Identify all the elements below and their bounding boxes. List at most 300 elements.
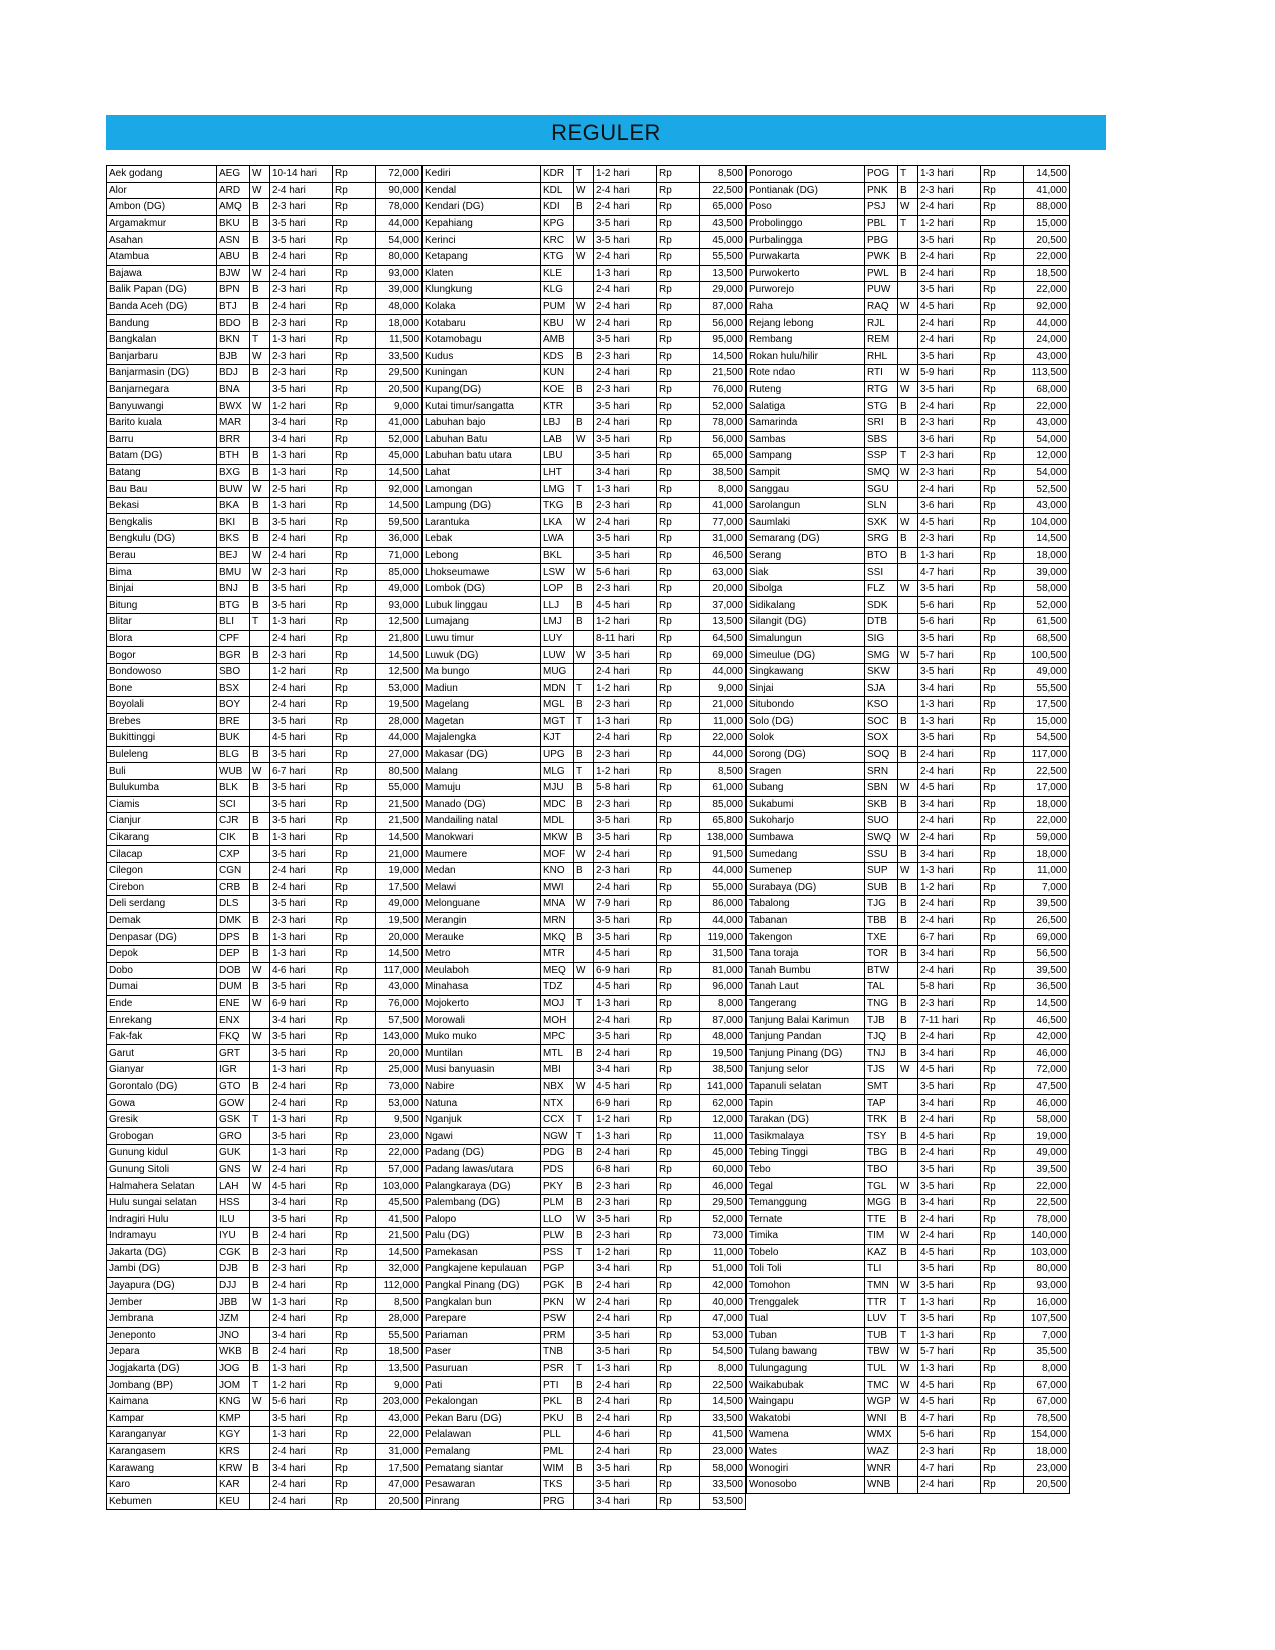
delivery-time: 3-5 hari (918, 1261, 981, 1278)
destination-code: PSR (541, 1360, 574, 1377)
price: 24,000 (1024, 331, 1070, 348)
currency-label: Rp (657, 597, 700, 614)
destination-code: BDJ (217, 365, 250, 382)
service-type: B (574, 1045, 594, 1062)
currency-label: Rp (657, 1410, 700, 1427)
table-row (107, 879, 422, 896)
destination-code: BJW (217, 265, 250, 282)
price: 140,000 (1024, 1228, 1070, 1245)
delivery-time: 4-5 hari (918, 1393, 981, 1410)
destination-name: Jakarta (DG) (107, 1244, 217, 1261)
destination-code: KTR (541, 398, 574, 415)
table-row (107, 1194, 422, 1211)
delivery-time: 2-4 hari (918, 398, 981, 415)
table-row (423, 746, 746, 763)
currency-label: Rp (657, 348, 700, 365)
table-row (107, 647, 422, 664)
table-row (747, 763, 1070, 780)
destination-code: KDS (541, 348, 574, 365)
table-row (423, 1012, 746, 1029)
currency-label: Rp (657, 464, 700, 481)
currency-label: Rp (333, 813, 376, 830)
destination-name: Purwakarta (747, 248, 865, 265)
table-row (747, 1228, 1070, 1245)
service-type: B (250, 1261, 270, 1278)
service-type: B (574, 597, 594, 614)
service-type: W (898, 381, 918, 398)
delivery-time: 5-9 hari (918, 365, 981, 382)
destination-name: Bondowoso (107, 663, 217, 680)
service-type: B (574, 414, 594, 431)
price: 26,500 (1024, 912, 1070, 929)
destination-name: Sorong (DG) (747, 746, 865, 763)
price: 13,500 (700, 265, 746, 282)
currency-label: Rp (333, 846, 376, 863)
currency-label: Rp (333, 1410, 376, 1427)
delivery-time: 6-9 hari (270, 995, 333, 1012)
destination-name: Tobelo (747, 1244, 865, 1261)
destination-name: Asahan (107, 232, 217, 249)
table-row (107, 912, 422, 929)
table-row (423, 846, 746, 863)
destination-code: RHL (865, 348, 898, 365)
delivery-time: 7-11 hari (918, 1012, 981, 1029)
delivery-time: 2-4 hari (918, 1111, 981, 1128)
destination-name: Indramayu (107, 1228, 217, 1245)
currency-label: Rp (333, 1344, 376, 1361)
currency-label: Rp (333, 531, 376, 548)
table-row (423, 282, 746, 299)
delivery-time: 4-5 hari (270, 1178, 333, 1195)
currency-label: Rp (981, 1062, 1024, 1079)
destination-code: MPC (541, 1028, 574, 1045)
delivery-time: 2-4 hari (594, 1294, 657, 1311)
price: 11,000 (700, 713, 746, 730)
price: 14,500 (700, 1393, 746, 1410)
delivery-time: 2-4 hari (594, 1045, 657, 1062)
delivery-time: 3-5 hari (918, 663, 981, 680)
destination-name: Majalengka (423, 730, 541, 747)
destination-name: Sragen (747, 763, 865, 780)
price: 20,500 (376, 381, 422, 398)
destination-code: SRI (865, 414, 898, 431)
currency-label: Rp (981, 1211, 1024, 1228)
destination-code: PWL (865, 265, 898, 282)
destination-code: JOG (217, 1360, 250, 1377)
price: 78,000 (376, 199, 422, 216)
delivery-time: 2-4 hari (918, 481, 981, 498)
destination-name: Karanganyar (107, 1427, 217, 1444)
price: 62,000 (700, 1095, 746, 1112)
table-row (747, 1443, 1070, 1460)
table-row (107, 630, 422, 647)
table-row (423, 862, 746, 879)
table-row (107, 1344, 422, 1361)
service-type (574, 464, 594, 481)
delivery-time: 3-4 hari (918, 1045, 981, 1062)
service-type (898, 1078, 918, 1095)
currency-label: Rp (657, 1228, 700, 1245)
service-type (574, 215, 594, 232)
table-row (423, 1377, 746, 1394)
currency-label: Rp (657, 1393, 700, 1410)
delivery-time: 3-5 hari (270, 1128, 333, 1145)
currency-label: Rp (333, 1078, 376, 1095)
destination-code: DEP (217, 945, 250, 962)
price: 14,500 (376, 497, 422, 514)
price: 56,500 (1024, 945, 1070, 962)
destination-code: KPG (541, 215, 574, 232)
currency-label: Rp (657, 1493, 700, 1510)
price: 60,000 (700, 1161, 746, 1178)
destination-code: STG (865, 398, 898, 415)
price: 54,000 (1024, 464, 1070, 481)
service-type: B (250, 1078, 270, 1095)
destination-name: Pati (423, 1377, 541, 1394)
currency-label: Rp (981, 1327, 1024, 1344)
currency-label: Rp (333, 564, 376, 581)
title-banner (106, 115, 1106, 150)
price: 88,000 (1024, 199, 1070, 216)
price: 92,000 (1024, 298, 1070, 315)
destination-code: BTJ (217, 298, 250, 315)
destination-name: Aek godang (107, 166, 217, 183)
currency-label: Rp (657, 1211, 700, 1228)
price: 21,500 (376, 1228, 422, 1245)
delivery-time: 3-5 hari (270, 597, 333, 614)
currency-label: Rp (657, 248, 700, 265)
table-row (747, 531, 1070, 548)
service-type: B (574, 779, 594, 796)
destination-name: Lumajang (423, 614, 541, 631)
destination-name: Pamekasan (423, 1244, 541, 1261)
table-row (423, 514, 746, 531)
table-row (747, 730, 1070, 747)
service-type: B (898, 1194, 918, 1211)
currency-label: Rp (657, 1443, 700, 1460)
table-row (747, 580, 1070, 597)
price: 67,000 (1024, 1393, 1070, 1410)
delivery-time: 2-4 hari (594, 315, 657, 332)
price: 33,500 (376, 348, 422, 365)
service-type: B (574, 697, 594, 714)
delivery-time: 2-3 hari (270, 564, 333, 581)
delivery-time: 2-4 hari (918, 763, 981, 780)
table-row (747, 912, 1070, 929)
delivery-time: 3-5 hari (594, 547, 657, 564)
destination-name: Tegal (747, 1178, 865, 1195)
service-type: W (898, 1228, 918, 1245)
destination-code: TJS (865, 1062, 898, 1079)
currency-label: Rp (981, 829, 1024, 846)
destination-code: LKA (541, 514, 574, 531)
price: 21,800 (376, 630, 422, 647)
destination-code: WGP (865, 1393, 898, 1410)
table-row (747, 896, 1070, 913)
destination-code: DOB (217, 962, 250, 979)
service-type (898, 1161, 918, 1178)
delivery-time: 2-4 hari (918, 746, 981, 763)
delivery-time: 6-9 hari (594, 1095, 657, 1112)
service-type: W (574, 846, 594, 863)
destination-name: Ponorogo (747, 166, 865, 183)
price: 55,500 (700, 248, 746, 265)
price: 68,500 (1024, 630, 1070, 647)
service-type: W (250, 1393, 270, 1410)
destination-name: Bajawa (107, 265, 217, 282)
delivery-time: 1-3 hari (918, 1327, 981, 1344)
delivery-time: 3-5 hari (594, 431, 657, 448)
destination-name: Bau Bau (107, 481, 217, 498)
currency-label: Rp (657, 1244, 700, 1261)
destination-name: Pematang siantar (423, 1460, 541, 1477)
destination-code: BNA (217, 381, 250, 398)
destination-code: PRG (541, 1493, 574, 1510)
service-type: T (574, 1111, 594, 1128)
destination-name: Sumenep (747, 862, 865, 879)
service-type (250, 1493, 270, 1510)
delivery-time: 3-5 hari (918, 282, 981, 299)
delivery-time: 2-4 hari (594, 1443, 657, 1460)
table-row (107, 1028, 422, 1045)
destination-code: GRO (217, 1128, 250, 1145)
delivery-time: 2-3 hari (918, 531, 981, 548)
delivery-time: 2-4 hari (594, 182, 657, 199)
service-type (250, 1476, 270, 1493)
currency-label: Rp (657, 929, 700, 946)
currency-label: Rp (333, 1393, 376, 1410)
price: 37,000 (700, 597, 746, 614)
price: 33,500 (700, 1410, 746, 1427)
currency-label: Rp (657, 846, 700, 863)
delivery-time: 3-5 hari (594, 912, 657, 929)
price: 18,500 (376, 1344, 422, 1361)
price: 43,000 (1024, 414, 1070, 431)
destination-name: Bengkulu (DG) (107, 531, 217, 548)
delivery-time: 3-4 hari (270, 1194, 333, 1211)
price: 12,000 (1024, 448, 1070, 465)
service-type: T (898, 166, 918, 183)
table-row (423, 215, 746, 232)
currency-label: Rp (981, 414, 1024, 431)
table-row (423, 647, 746, 664)
table-row (423, 1427, 746, 1444)
table-row (107, 713, 422, 730)
destination-name: Purbalingga (747, 232, 865, 249)
table-row (107, 846, 422, 863)
table-row (423, 1161, 746, 1178)
service-type: B (250, 1244, 270, 1261)
service-type (250, 381, 270, 398)
service-type (574, 265, 594, 282)
service-type (574, 663, 594, 680)
table-row (747, 182, 1070, 199)
destination-code: MGL (541, 697, 574, 714)
price: 19,000 (376, 862, 422, 879)
service-type: B (898, 1028, 918, 1045)
table-row (107, 248, 422, 265)
destination-code: MTR (541, 945, 574, 962)
price: 12,500 (376, 663, 422, 680)
table-row (747, 614, 1070, 631)
currency-label: Rp (981, 1360, 1024, 1377)
service-type: W (898, 647, 918, 664)
delivery-time: 4-7 hari (918, 1410, 981, 1427)
destination-name: Wakatobi (747, 1410, 865, 1427)
destination-code: BKA (217, 497, 250, 514)
price: 23,000 (376, 1128, 422, 1145)
price: 15,000 (1024, 215, 1070, 232)
destination-code: RJL (865, 315, 898, 332)
destination-name: Simalungun (747, 630, 865, 647)
delivery-time: 1-3 hari (594, 995, 657, 1012)
destination-name: Singkawang (747, 663, 865, 680)
price: 28,000 (376, 1310, 422, 1327)
destination-code: BMU (217, 564, 250, 581)
table-row (423, 348, 746, 365)
price: 22,500 (1024, 763, 1070, 780)
service-type: B (250, 199, 270, 216)
price: 17,500 (376, 879, 422, 896)
currency-label: Rp (333, 398, 376, 415)
service-type (574, 398, 594, 415)
destination-name: Lampung (DG) (423, 497, 541, 514)
table-row (107, 1294, 422, 1311)
destination-code: LOP (541, 580, 574, 597)
price: 78,500 (1024, 1410, 1070, 1427)
destination-name: Denpasar (DG) (107, 929, 217, 946)
currency-label: Rp (981, 232, 1024, 249)
table-row (107, 1111, 422, 1128)
destination-code: KLE (541, 265, 574, 282)
table-row (423, 248, 746, 265)
price: 19,500 (376, 697, 422, 714)
destination-name: Indragiri Hulu (107, 1211, 217, 1228)
service-type (250, 680, 270, 697)
destination-name: Pasuruan (423, 1360, 541, 1377)
delivery-time: 2-4 hari (594, 298, 657, 315)
currency-label: Rp (981, 580, 1024, 597)
destination-name: Kepahiang (423, 215, 541, 232)
destination-name: Sukabumi (747, 796, 865, 813)
service-type: B (898, 1145, 918, 1162)
destination-code: HSS (217, 1194, 250, 1211)
currency-label: Rp (333, 497, 376, 514)
destination-code: BLK (217, 779, 250, 796)
destination-name: Dumai (107, 979, 217, 996)
table-row (107, 697, 422, 714)
currency-label: Rp (657, 564, 700, 581)
destination-name: Muko muko (423, 1028, 541, 1045)
delivery-time: 3-5 hari (270, 746, 333, 763)
currency-label: Rp (657, 813, 700, 830)
destination-code: TIM (865, 1228, 898, 1245)
currency-label: Rp (657, 265, 700, 282)
destination-code: UPG (541, 746, 574, 763)
table-row (747, 1028, 1070, 1045)
table-row (107, 680, 422, 697)
currency-label: Rp (657, 862, 700, 879)
destination-name: Pesawaran (423, 1476, 541, 1493)
currency-label: Rp (981, 1028, 1024, 1045)
currency-label: Rp (981, 1128, 1024, 1145)
destination-code: WNB (865, 1476, 898, 1493)
service-type (250, 1062, 270, 1079)
destination-name: Jeneponto (107, 1327, 217, 1344)
destination-code: NTX (541, 1095, 574, 1112)
price: 96,000 (700, 979, 746, 996)
destination-code: TXE (865, 929, 898, 946)
destination-name: Serang (747, 547, 865, 564)
delivery-time: 1-3 hari (594, 713, 657, 730)
destination-name: Wamena (747, 1427, 865, 1444)
destination-code: TGL (865, 1178, 898, 1195)
price: 22,000 (1024, 398, 1070, 415)
service-type: B (574, 614, 594, 631)
destination-name: Depok (107, 945, 217, 962)
service-type: W (574, 315, 594, 332)
delivery-time: 3-5 hari (270, 796, 333, 813)
delivery-time: 3-4 hari (594, 1062, 657, 1079)
service-type (250, 1194, 270, 1211)
service-type: B (250, 1360, 270, 1377)
destination-code: LMG (541, 481, 574, 498)
table-row (107, 315, 422, 332)
currency-label: Rp (981, 531, 1024, 548)
table-row (423, 1493, 746, 1510)
table-row (107, 1360, 422, 1377)
table-row (107, 1045, 422, 1062)
destination-name: Semarang (DG) (747, 531, 865, 548)
table-row (747, 1161, 1070, 1178)
destination-code: PUW (865, 282, 898, 299)
table-row (747, 348, 1070, 365)
destination-name: Purworejo (747, 282, 865, 299)
table-row (747, 365, 1070, 382)
destination-name: Jayapura (DG) (107, 1277, 217, 1294)
destination-code: GSK (217, 1111, 250, 1128)
table-row (423, 1310, 746, 1327)
delivery-time: 2-3 hari (270, 315, 333, 332)
destination-name: Jombang (BP) (107, 1377, 217, 1394)
delivery-time: 5-8 hari (594, 779, 657, 796)
delivery-time: 2-4 hari (918, 896, 981, 913)
destination-code: WNR (865, 1460, 898, 1477)
price: 43,000 (376, 979, 422, 996)
delivery-time: 3-5 hari (918, 1310, 981, 1327)
table-row (423, 1277, 746, 1294)
service-type: T (574, 995, 594, 1012)
destination-code: MNA (541, 896, 574, 913)
table-row (107, 614, 422, 631)
price: 93,000 (376, 597, 422, 614)
service-type (250, 1095, 270, 1112)
currency-label: Rp (333, 215, 376, 232)
destination-code: SMT (865, 1078, 898, 1095)
delivery-time: 2-4 hari (270, 1228, 333, 1245)
currency-label: Rp (333, 929, 376, 946)
destination-name: Kotabaru (423, 315, 541, 332)
destination-code: CGK (217, 1244, 250, 1261)
destination-code: BUK (217, 730, 250, 747)
destination-code: PLM (541, 1194, 574, 1211)
price: 21,500 (376, 813, 422, 830)
price: 12,000 (700, 1111, 746, 1128)
service-type: B (250, 829, 270, 846)
destination-code: SKB (865, 796, 898, 813)
currency-label: Rp (657, 215, 700, 232)
delivery-time: 1-2 hari (594, 166, 657, 183)
